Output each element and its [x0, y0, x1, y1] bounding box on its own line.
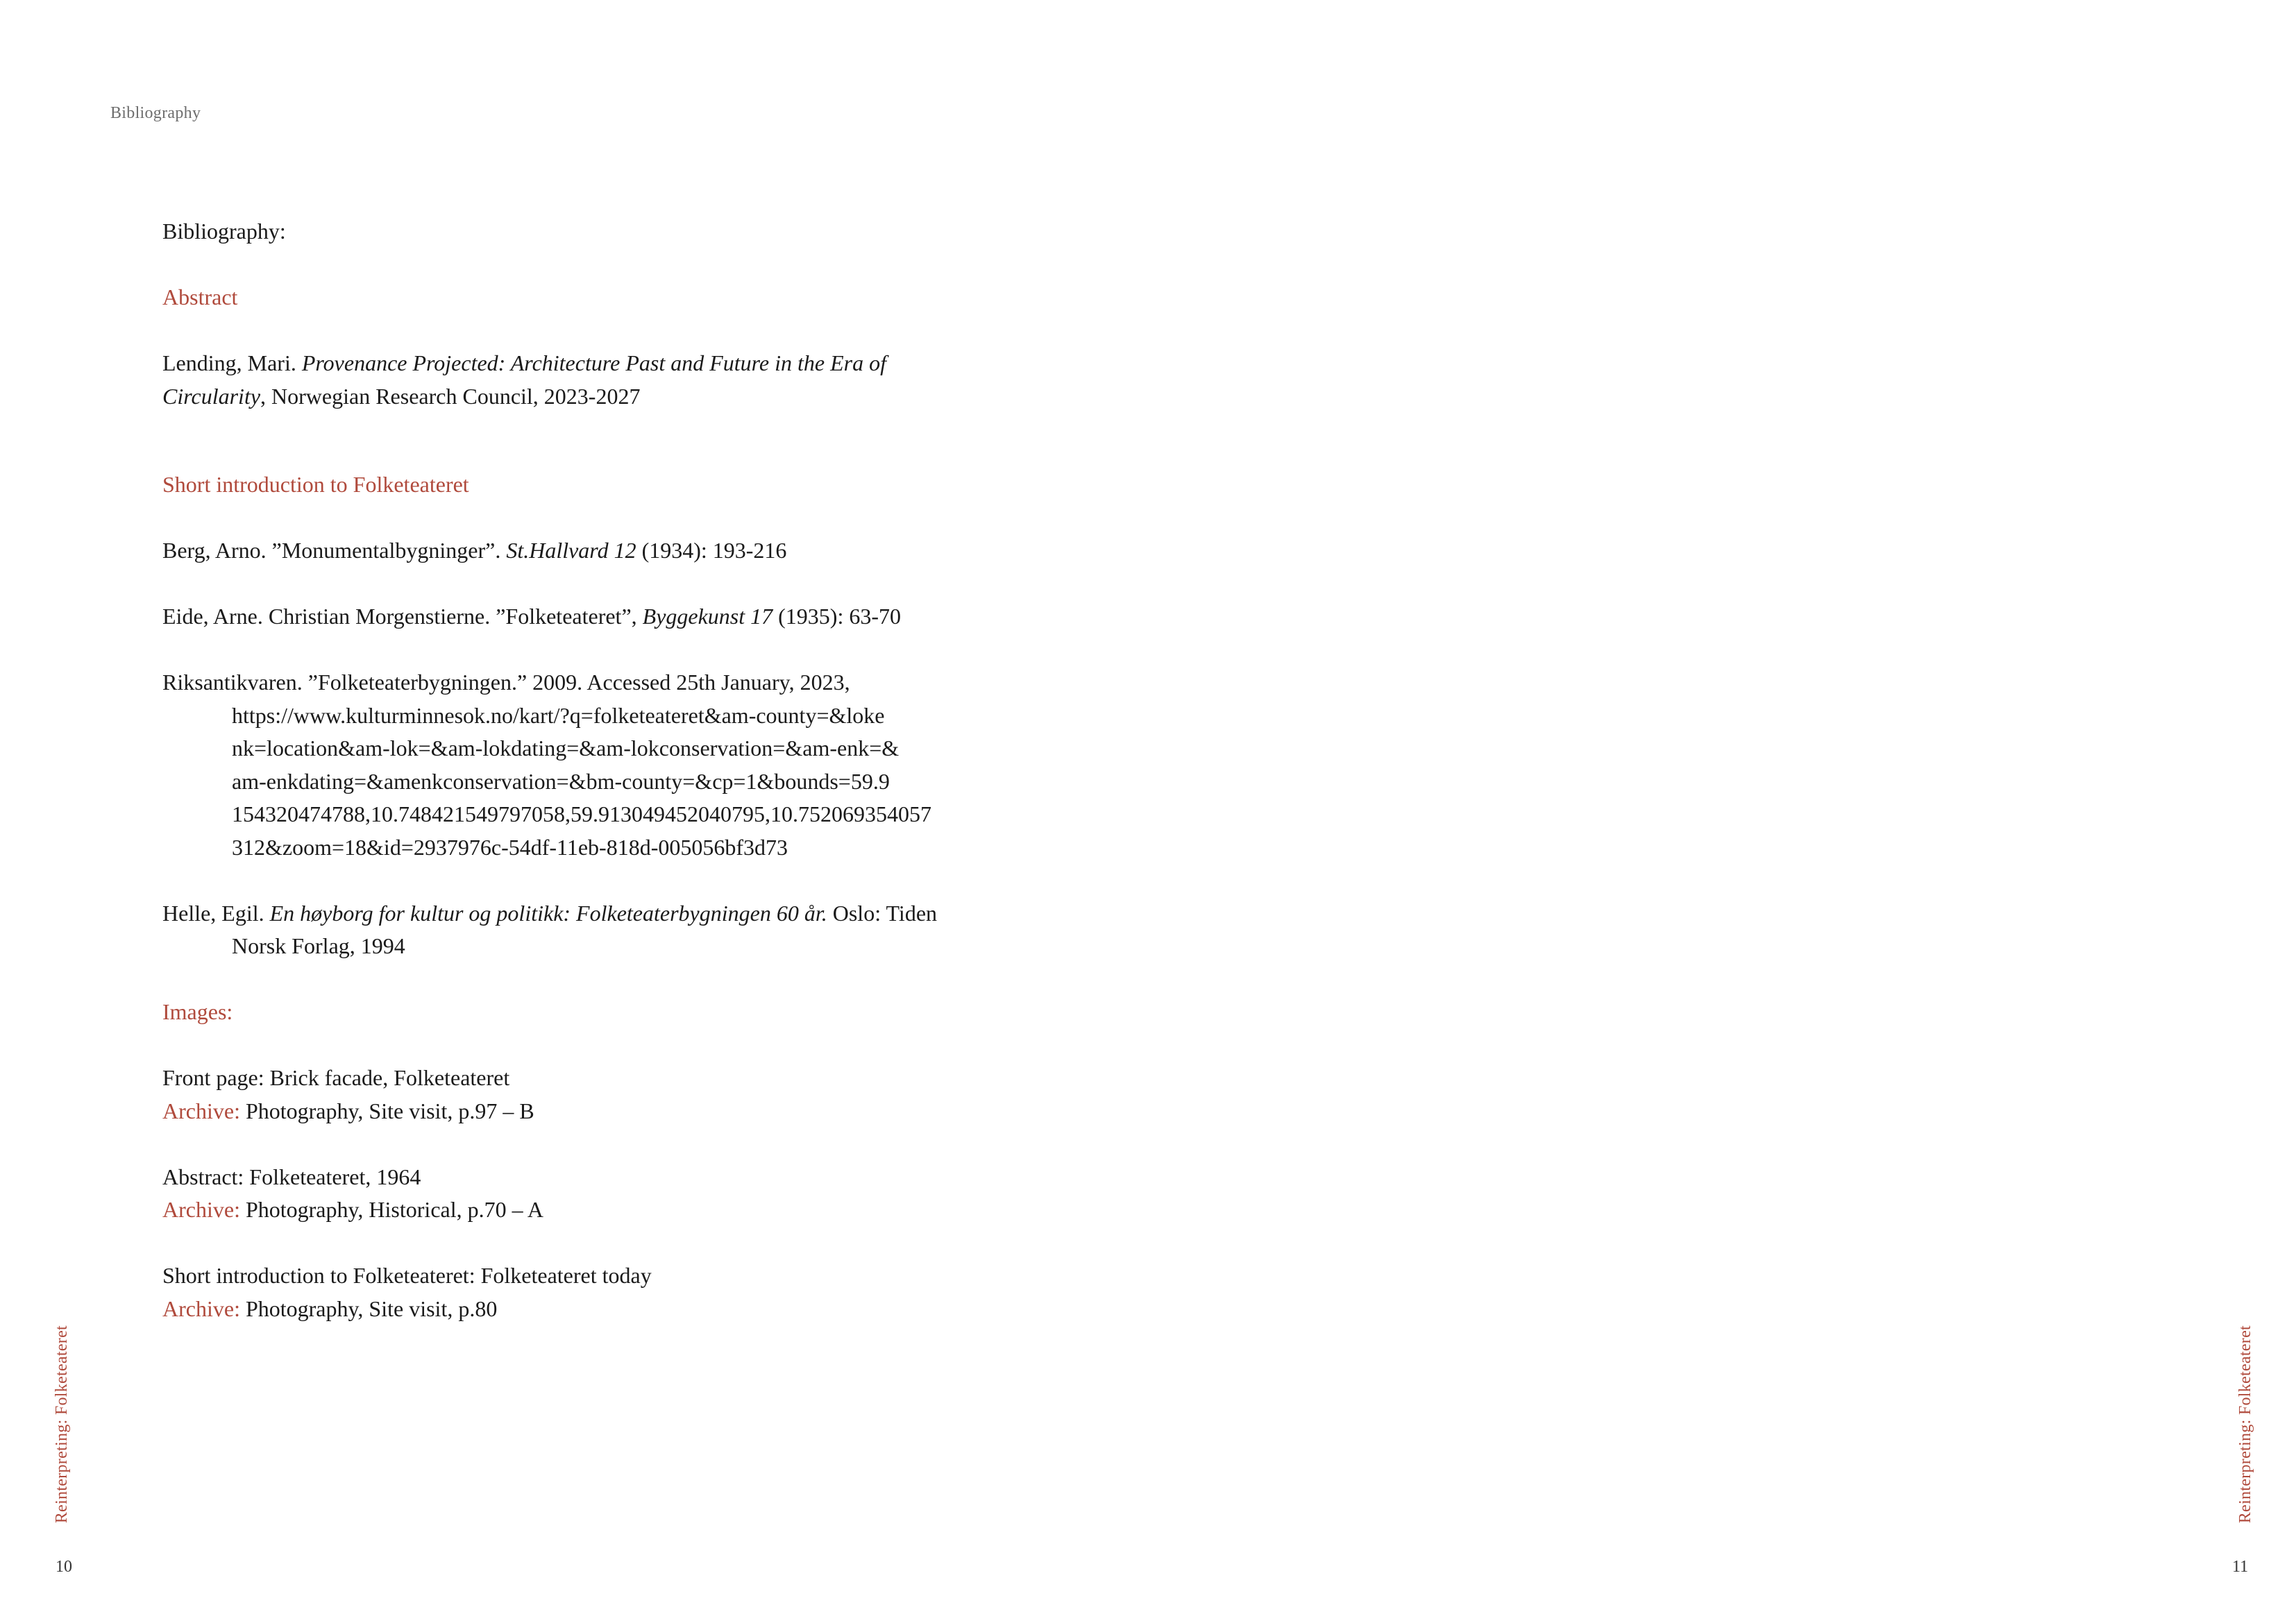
entry-rest: (1934): 193-216 — [636, 538, 787, 563]
entry-text: Riksantikvaren. ”Folketeaterbygningen.” 2009. Accessed 25th January, 2023, — [162, 670, 850, 695]
entry-italic: St.Hallvard 12 — [506, 538, 636, 563]
entry-rest-cont: Norsk Forlag, 1994 — [232, 933, 405, 958]
image-credit-intro — [162, 1259, 981, 1325]
entry-italic: En høyborg for kultur og politikk: Folketeaterbygningen 60 år. — [269, 900, 827, 926]
entry-url-line[interactable]: am-enkdating=&amenkconservation=&bm-county=&cp=1&bounds=59.9 — [232, 768, 890, 794]
archive-text: Photography, Historical, p.70 – A — [239, 1197, 543, 1222]
archive-text: Photography, Site visit, p.97 – B — [239, 1098, 534, 1123]
running-header: Bibliography — [110, 104, 201, 122]
bib-entry-lending — [162, 347, 981, 413]
section-heading-abstract: Abstract — [162, 284, 238, 309]
bib-entry-berg — [162, 534, 981, 568]
image-credit-abstract — [162, 1161, 981, 1227]
entry-url-line[interactable]: nk=location&am-lok=&am-lokdating=&am-lokconservation=&am-enk=& — [232, 736, 900, 760]
image-caption: Front page: Brick facade, Folketeateret — [162, 1065, 510, 1090]
side-title-right: Reinterpreting: Folketeateret — [2236, 1325, 2254, 1524]
archive-text: Photography, Site visit, p.80 — [239, 1295, 498, 1321]
entry-text: Berg, Arno. ”Monumentalbygninger”. — [162, 538, 507, 563]
page-number-left: 10 — [56, 1558, 72, 1576]
entry-url-line[interactable]: https://www.kulturminnesok.no/kart/?q=folketeateret&am-county=&loke — [232, 702, 885, 728]
image-caption: Short introduction to Folketeateret: Folketeateret today — [162, 1263, 652, 1288]
entry-rest: (1935): 63-70 — [773, 604, 901, 629]
entry-text: Helle, Egil. — [162, 900, 270, 926]
entry-url-line[interactable]: 312&zoom=18&id=2937976c-54df-11eb-818d-005056bf3d73 — [232, 834, 788, 860]
entry-italic: Byggekunst 17 — [642, 604, 773, 629]
bib-entry-helle — [162, 897, 981, 963]
entry-rest: , Norwegian Research Council, 2023-2027 — [260, 383, 641, 409]
section-heading-intro: Short introduction to Folketeateret — [162, 472, 469, 497]
section-heading-images: Images: — [162, 999, 233, 1024]
entry-rest: Oslo: Tiden — [827, 900, 938, 926]
bibliography-content — [162, 215, 981, 1325]
bib-entry-eide — [162, 600, 981, 634]
entry-url-line[interactable]: 154320474788,10.748421549797058,59.913049452040795,10.752069354057 — [232, 801, 931, 826]
image-caption: Abstract: Folketeateret, 1964 — [162, 1164, 421, 1189]
entry-author: Lending, Mari. — [162, 350, 302, 375]
bibliography-title: Bibliography: — [162, 219, 286, 244]
image-credit-front — [162, 1062, 981, 1128]
bib-entry-riksantikvaren — [162, 666, 981, 864]
side-title-left: Reinterpreting: Folketeateret — [53, 1325, 71, 1524]
entry-text: Eide, Arne. Christian Morgenstierne. ”Folketeateret”, — [162, 604, 643, 629]
entry-title: Provenance Projected: Architecture Past and Future in the Era of — [301, 350, 886, 375]
page-number-right: 11 — [2232, 1558, 2249, 1576]
archive-label: Archive: — [162, 1098, 240, 1123]
entry-title-cont: Circularity — [162, 383, 261, 409]
archive-label: Archive: — [162, 1295, 240, 1321]
archive-label: Archive: — [162, 1197, 240, 1222]
